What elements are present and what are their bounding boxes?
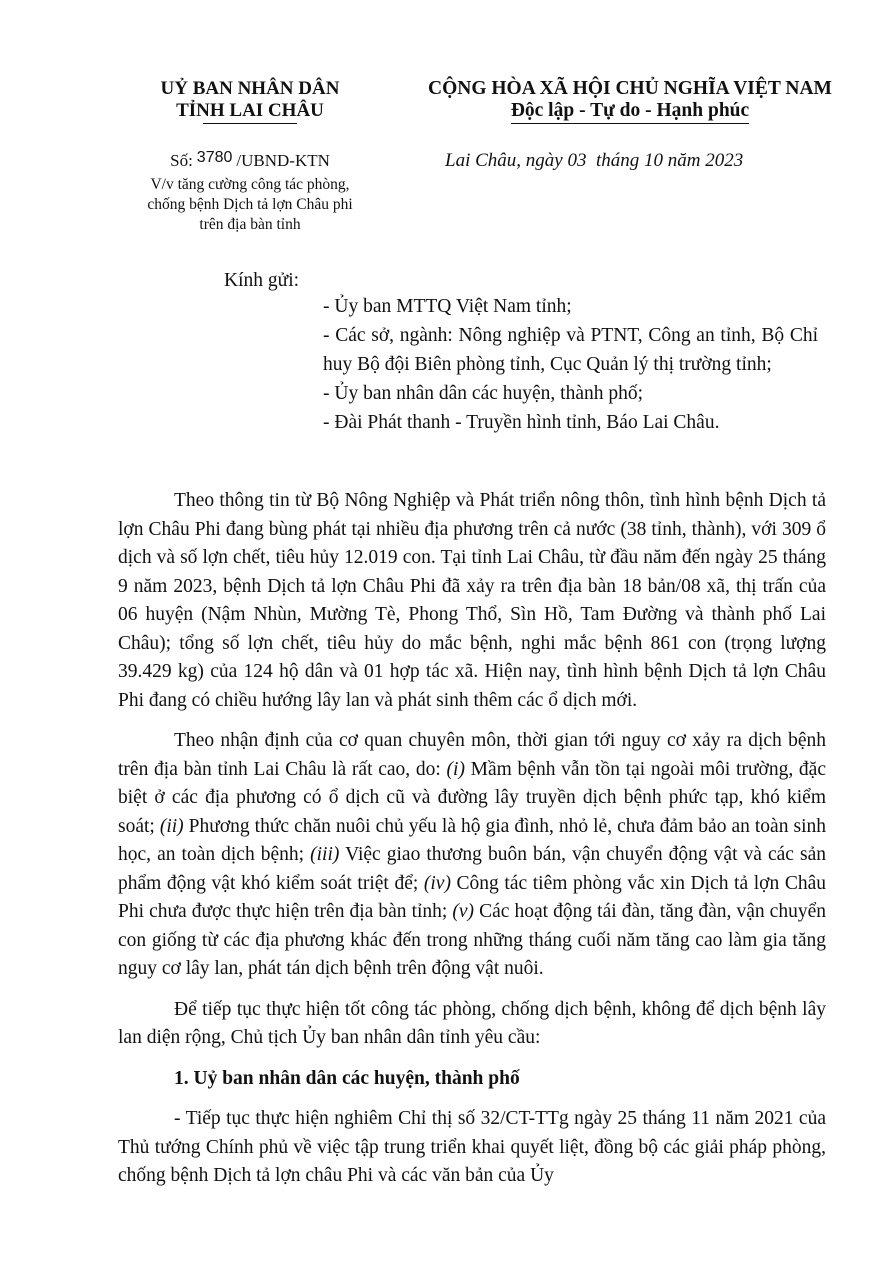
paragraph-directive: - Tiếp tục thực hiện nghiêm Chỉ thị số 32/CT-TTg ngày 25 tháng 11 năm 2021 của Thủ tướng Chính phủ về việc tập trung triển khai quyết liệt, đồng bộ các giải pháp phòng, chống bệnh Dịch tả lợn châu Phi và các văn bản của Ủy	[118, 1108, 826, 1186]
paragraph-situation: Theo thông tin từ Bộ Nông Nghiệp và Phát triển nông thôn, tình hình bệnh Dịch tả lợn Châu Phi đang bùng phát tại nhiều địa phương trên cả nước (38 tỉnh, thành), với 309 ổ dịch và số lợn chết, tiêu hủy 12.019 con. Tại tỉnh Lai Châu, từ đầu năm đến ngày 25 tháng 9 năm 2023, bệnh Dịch tả lợn Châu Phi đã xảy ra trên địa bàn 18 bản/08 xã, thị trấn của 06 huyện (Nậm Nhùn, Mường Tè, Phong Thổ, Sìn Hồ, Tam Đường và thành phố Lai Châu); tổng số lợn chết, tiêu hủy do mắc bệnh, nghi mắc bệnh 861 con (trọng lượng 39.429 kg) của 124 hộ dân và 01 hợp tác xã. Hiện nay, tình hình bệnh Dịch tả lợn Châu Phi đang có chiều hướng lây lan và phát sinh thêm các ổ dịch mới.	[118, 490, 826, 711]
doc-number-suffix: /UBND-KTN	[236, 151, 330, 170]
risk-marker: (iv)	[423, 872, 451, 894]
date-month: 10	[643, 150, 663, 171]
authority-underline	[203, 123, 297, 124]
subject-line: chống bệnh Dịch tả lợn Châu phi	[147, 196, 353, 213]
document-number	[120, 150, 380, 173]
date-year: năm 2023	[667, 150, 744, 171]
doc-number-value: 3780	[196, 149, 233, 166]
national-header	[400, 78, 860, 124]
risk-text: Phương thức chăn nuôi chủ yếu là hộ gia đình, nhỏ lẻ, chưa đảm bảo an toàn sinh học, an toàn dịch bệnh;	[118, 815, 826, 865]
subject-line: V/v tăng cường công tác phòng,	[150, 176, 350, 193]
document-body	[118, 487, 826, 1203]
risk-marker: (i)	[446, 758, 465, 780]
section-1-heading: 1. Uỷ ban nhân dân các huyện, thành phố	[174, 1067, 520, 1089]
national-title: CỘNG HÒA XÃ HỘI CHỦ NGHĨA VIỆT NAM	[428, 78, 832, 99]
paragraph-risk-assessment	[118, 727, 826, 984]
doc-number-prefix: Số:	[170, 151, 193, 170]
date-month-label: tháng	[595, 150, 640, 171]
recipient-list	[323, 292, 818, 437]
date-day: 03	[567, 150, 587, 171]
recipient-item: - Đài Phát thanh - Truyền hình tỉnh, Báo Lai Châu.	[323, 412, 720, 433]
greeting: Kính gửi:	[224, 270, 300, 291]
date-place: Lai Châu, ngày	[445, 150, 563, 171]
risk-marker: (v)	[452, 901, 475, 922]
subject-line: trên địa bàn tỉnh	[199, 216, 301, 233]
risk-text: Mầm bệnh vẫn tồn tại ngoài môi trường, đặc biệt ở các địa phương có ổ dịch cũ và đường lây truyền dịch bệnh phức tạp, khó kiểm soát;	[118, 758, 826, 837]
paragraph-request: Để tiếp tục thực hiện tốt công tác phòng, chống dịch bệnh, không để dịch bệnh lây lan diện rộng, Chủ tịch Ủy ban nhân dân tỉnh yêu cầu:	[118, 998, 826, 1048]
risk-marker: (iii)	[310, 844, 340, 865]
recipient-item: - Ủy ban nhân dân các huyện, thành phố;	[323, 383, 644, 404]
date-line	[445, 150, 743, 172]
issuing-authority	[120, 78, 380, 124]
authority-line-1: UỶ BAN NHÂN DÂN	[160, 78, 340, 99]
recipient-item: - Ủy ban MTTQ Việt Nam tỉnh;	[323, 296, 572, 317]
national-motto: Độc lập - Tự do - Hạnh phúc	[511, 100, 749, 124]
risk-text: Việc giao thương buôn bán, vận chuyển động vật và các sản phẩm động vật khó kiểm soát triệt để;	[118, 844, 826, 894]
recipient-item: - Các sở, ngành: Nông nghiệp và PTNT, Công an tỉnh, Bộ Chỉ huy Bộ đội Biên phòng tỉnh, Cục Quản lý thị trường tỉnh;	[323, 325, 818, 375]
risk-text: Các hoạt động tái đàn, tăng đàn, vận chuyển con giống từ các địa phương khác đến trong những tháng cuối năm tăng cao làm gia tăng nguy cơ lây lan, phát tán dịch bệnh trên động vật nuôi.	[118, 901, 826, 979]
risk-text: Công tác tiêm phòng vắc xin Dịch tả lợn Châu Phi chưa được thực hiện trên địa bàn tỉnh;	[118, 872, 826, 922]
risk-intro: Theo nhận định của cơ quan chuyên môn, thời gian tới nguy cơ xảy ra dịch bệnh trên địa bàn tỉnh Lai Châu là rất cao, do:	[118, 730, 826, 780]
document-subject	[120, 175, 380, 235]
risk-marker: (ii)	[159, 815, 184, 837]
authority-line-2: TỈNH LAI CHÂU	[176, 100, 324, 121]
